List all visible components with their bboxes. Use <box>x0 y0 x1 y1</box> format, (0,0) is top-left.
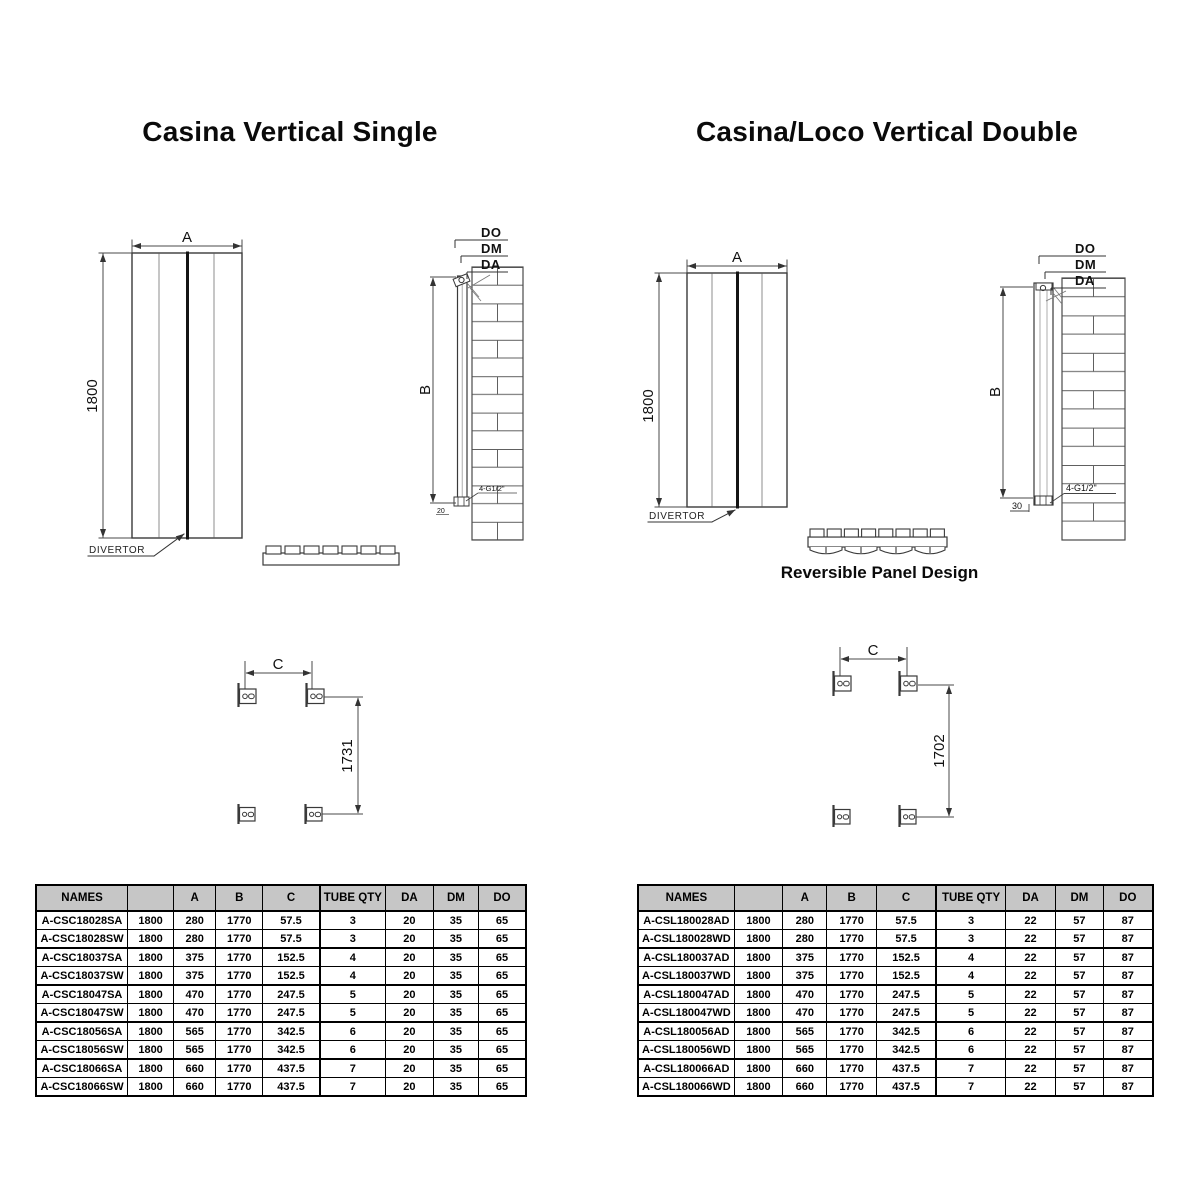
value-cell: 342.5 <box>876 1022 936 1041</box>
column-header: DO <box>1103 885 1153 911</box>
value-cell: 1800 <box>128 985 174 1004</box>
table-row <box>638 948 1153 967</box>
value-cell: 470 <box>174 985 216 1004</box>
depth-dim-label: B <box>417 384 434 396</box>
model-name-cell: A-CSC18028SW <box>36 930 128 949</box>
value-cell: 565 <box>783 1022 827 1041</box>
column-header <box>734 885 782 911</box>
value-cell: 375 <box>174 948 216 967</box>
model-name-cell: A-CSC18047SA <box>36 985 128 1004</box>
value-cell: 437.5 <box>876 1059 936 1078</box>
column-header: A <box>174 885 216 911</box>
value-cell: 57 <box>1056 1078 1103 1097</box>
value-cell: 247.5 <box>263 1004 320 1023</box>
model-name-cell: A-CSC18037SA <box>36 948 128 967</box>
model-name-cell: A-CSC18037SW <box>36 967 128 986</box>
model-name-cell: A-CSC18066SW <box>36 1078 128 1097</box>
value-cell: 35 <box>433 1041 478 1060</box>
value-cell: 1770 <box>827 967 876 986</box>
value-cell: 65 <box>478 1041 526 1060</box>
value-cell: 1800 <box>734 948 782 967</box>
column-header: B <box>216 885 263 911</box>
value-cell: 1800 <box>128 911 174 930</box>
value-cell: 57 <box>1056 985 1103 1004</box>
valve-thread-label: 4-G1/2" <box>479 484 505 493</box>
value-cell: 6 <box>936 1022 1005 1041</box>
da-dim-label: DA <box>481 257 501 272</box>
value-cell: 65 <box>478 1078 526 1097</box>
value-cell: 6 <box>320 1022 386 1041</box>
value-cell: 65 <box>478 911 526 930</box>
value-cell: 152.5 <box>876 948 936 967</box>
value-cell: 470 <box>783 1004 827 1023</box>
table-row <box>638 930 1153 949</box>
column-header: B <box>827 885 876 911</box>
value-cell: 87 <box>1103 930 1153 949</box>
value-cell: 1800 <box>128 1059 174 1078</box>
value-cell: 1800 <box>734 1059 782 1078</box>
column-header: DA <box>385 885 433 911</box>
model-name-cell: A-CSL180066WD <box>638 1078 734 1097</box>
value-cell: 57.5 <box>263 911 320 930</box>
value-cell: 7 <box>936 1078 1005 1097</box>
valve-thread-label: 4-G1/2" <box>1066 483 1097 493</box>
value-cell: 87 <box>1103 1004 1153 1023</box>
value-cell: 437.5 <box>876 1078 936 1097</box>
value-cell: 3 <box>936 911 1005 930</box>
table-row <box>36 930 526 949</box>
value-cell: 1800 <box>734 930 782 949</box>
value-cell: 470 <box>174 1004 216 1023</box>
table-row <box>638 985 1153 1004</box>
value-cell: 22 <box>1005 1022 1055 1041</box>
value-cell: 1800 <box>734 967 782 986</box>
value-cell: 1800 <box>128 967 174 986</box>
table-row <box>638 1041 1153 1060</box>
single-panel-cross-section <box>263 546 399 565</box>
value-cell: 3 <box>320 911 386 930</box>
value-cell: 1770 <box>216 1078 263 1097</box>
table-row <box>36 967 526 986</box>
bracket-height-value: 1702 <box>931 734 948 768</box>
table-row <box>36 1004 526 1023</box>
value-cell: 5 <box>320 1004 386 1023</box>
do-dim-label: DO <box>481 225 502 240</box>
table-row <box>36 985 526 1004</box>
value-cell: 22 <box>1005 985 1055 1004</box>
value-cell: 22 <box>1005 911 1055 930</box>
value-cell: 660 <box>174 1059 216 1078</box>
column-header: NAMES <box>36 885 128 911</box>
da-dim-label: DA <box>1075 273 1095 288</box>
value-cell: 5 <box>936 1004 1005 1023</box>
value-cell: 65 <box>478 1022 526 1041</box>
value-cell: 35 <box>433 911 478 930</box>
value-cell: 3 <box>936 930 1005 949</box>
column-header: C <box>876 885 936 911</box>
divertor-label: DIVERTOR <box>649 511 706 522</box>
value-cell: 57 <box>1056 948 1103 967</box>
value-cell: 7 <box>320 1078 386 1097</box>
value-cell: 22 <box>1005 1078 1055 1097</box>
table-row <box>36 911 526 930</box>
model-name-cell: A-CSL180028WD <box>638 930 734 949</box>
bracket-spacing-label: C <box>272 656 284 673</box>
value-cell: 35 <box>433 948 478 967</box>
table-row <box>36 1041 526 1060</box>
value-cell: 1770 <box>827 911 876 930</box>
value-cell: 20 <box>385 930 433 949</box>
reversible-panel-note: Reversible Panel Design <box>780 563 979 582</box>
value-cell: 22 <box>1005 1041 1055 1060</box>
width-dim-label: A <box>731 249 743 266</box>
table-header-row <box>36 885 526 911</box>
model-name-cell: A-CSC18056SW <box>36 1041 128 1060</box>
value-cell: 20 <box>385 948 433 967</box>
value-cell: 65 <box>478 948 526 967</box>
divertor-label: DIVERTOR <box>89 545 146 556</box>
table-row <box>638 1022 1153 1041</box>
value-cell: 5 <box>936 985 1005 1004</box>
value-cell: 57 <box>1056 1004 1103 1023</box>
table-row <box>638 1078 1153 1097</box>
wall-gap-value: 20 <box>437 508 445 515</box>
column-header: DM <box>433 885 478 911</box>
height-dim-value: 1800 <box>640 389 657 423</box>
value-cell: 22 <box>1005 948 1055 967</box>
bracket-spacing-label: C <box>867 642 879 659</box>
value-cell: 87 <box>1103 1078 1153 1097</box>
value-cell: 65 <box>478 985 526 1004</box>
value-cell: 1770 <box>216 1041 263 1060</box>
column-header: TUBE QTY <box>936 885 1005 911</box>
model-name-cell: A-CSL180047WD <box>638 1004 734 1023</box>
value-cell: 35 <box>433 967 478 986</box>
value-cell: 1770 <box>827 1059 876 1078</box>
table-row <box>36 948 526 967</box>
value-cell: 20 <box>385 1078 433 1097</box>
table-row <box>36 1078 526 1097</box>
value-cell: 22 <box>1005 967 1055 986</box>
value-cell: 87 <box>1103 985 1153 1004</box>
value-cell: 20 <box>385 911 433 930</box>
value-cell: 1770 <box>827 1078 876 1097</box>
value-cell: 5 <box>320 985 386 1004</box>
value-cell: 437.5 <box>263 1059 320 1078</box>
value-cell: 1770 <box>216 967 263 986</box>
value-cell: 4 <box>320 967 386 986</box>
column-header: A <box>783 885 827 911</box>
table-header-row <box>638 885 1153 911</box>
value-cell: 57 <box>1056 1059 1103 1078</box>
model-name-cell: A-CSL180056AD <box>638 1022 734 1041</box>
depth-dim-label: B <box>987 386 1004 398</box>
value-cell: 6 <box>936 1041 1005 1060</box>
value-cell: 57 <box>1056 1041 1103 1060</box>
single-side-view <box>417 225 523 540</box>
column-header: TUBE QTY <box>320 885 386 911</box>
dm-dim-label: DM <box>1075 257 1097 272</box>
wall-gap-value: 30 <box>1012 501 1023 511</box>
model-name-cell: A-CSL180047AD <box>638 985 734 1004</box>
value-cell: 1770 <box>216 985 263 1004</box>
value-cell: 4 <box>936 948 1005 967</box>
model-name-cell: A-CSC18028SA <box>36 911 128 930</box>
double-side-view <box>987 241 1125 540</box>
dm-dim-label: DM <box>481 241 503 256</box>
value-cell: 1800 <box>734 1078 782 1097</box>
column-header: DO <box>478 885 526 911</box>
page-title-single: Casina Vertical Single <box>142 116 438 147</box>
value-cell: 4 <box>936 967 1005 986</box>
value-cell: 1770 <box>216 1059 263 1078</box>
value-cell: 1800 <box>734 1022 782 1041</box>
model-name-cell: A-CSC18066SA <box>36 1059 128 1078</box>
value-cell: 7 <box>936 1059 1005 1078</box>
value-cell: 20 <box>385 1041 433 1060</box>
value-cell: 87 <box>1103 911 1153 930</box>
value-cell: 22 <box>1005 1059 1055 1078</box>
value-cell: 1770 <box>216 911 263 930</box>
value-cell: 35 <box>433 1078 478 1097</box>
value-cell: 1800 <box>128 948 174 967</box>
value-cell: 1770 <box>216 1022 263 1041</box>
value-cell: 437.5 <box>263 1078 320 1097</box>
table-row <box>36 1022 526 1041</box>
single-spec-table <box>35 884 527 1097</box>
value-cell: 87 <box>1103 948 1153 967</box>
model-name-cell: A-CSL180056WD <box>638 1041 734 1060</box>
column-header: DM <box>1056 885 1103 911</box>
value-cell: 57 <box>1056 967 1103 986</box>
value-cell: 1800 <box>128 1041 174 1060</box>
value-cell: 1800 <box>128 1004 174 1023</box>
column-header: C <box>263 885 320 911</box>
value-cell: 152.5 <box>263 967 320 986</box>
value-cell: 65 <box>478 1004 526 1023</box>
value-cell: 1770 <box>827 1041 876 1060</box>
model-name-cell: A-CSL180037WD <box>638 967 734 986</box>
value-cell: 565 <box>174 1041 216 1060</box>
value-cell: 65 <box>478 930 526 949</box>
table-row <box>638 1004 1153 1023</box>
value-cell: 65 <box>478 967 526 986</box>
value-cell: 57 <box>1056 930 1103 949</box>
value-cell: 280 <box>174 930 216 949</box>
page-title-double: Casina/Loco Vertical Double <box>696 116 1078 147</box>
value-cell: 1800 <box>734 1041 782 1060</box>
value-cell: 35 <box>433 985 478 1004</box>
value-cell: 20 <box>385 1022 433 1041</box>
value-cell: 87 <box>1103 1022 1153 1041</box>
value-cell: 57.5 <box>876 930 936 949</box>
value-cell: 35 <box>433 1059 478 1078</box>
value-cell: 660 <box>174 1078 216 1097</box>
value-cell: 375 <box>174 967 216 986</box>
table-row <box>36 1059 526 1078</box>
model-name-cell: A-CSL180066AD <box>638 1059 734 1078</box>
value-cell: 280 <box>783 930 827 949</box>
value-cell: 20 <box>385 1004 433 1023</box>
bracket-height-value: 1731 <box>339 739 356 773</box>
double-panel-cross-section <box>808 529 947 554</box>
value-cell: 1770 <box>827 948 876 967</box>
value-cell: 35 <box>433 1022 478 1041</box>
value-cell: 87 <box>1103 1059 1153 1078</box>
value-cell: 87 <box>1103 1041 1153 1060</box>
value-cell: 1800 <box>128 1022 174 1041</box>
value-cell: 7 <box>320 1059 386 1078</box>
width-dim-label: A <box>181 229 193 246</box>
value-cell: 660 <box>783 1059 827 1078</box>
value-cell: 22 <box>1005 1004 1055 1023</box>
height-dim-value: 1800 <box>84 379 101 413</box>
value-cell: 660 <box>783 1078 827 1097</box>
value-cell: 280 <box>174 911 216 930</box>
column-header: NAMES <box>638 885 734 911</box>
table-row <box>638 1059 1153 1078</box>
table-row <box>638 967 1153 986</box>
value-cell: 470 <box>783 985 827 1004</box>
value-cell: 1800 <box>734 985 782 1004</box>
value-cell: 1770 <box>827 1004 876 1023</box>
value-cell: 247.5 <box>876 1004 936 1023</box>
value-cell: 57.5 <box>876 911 936 930</box>
value-cell: 87 <box>1103 967 1153 986</box>
value-cell: 6 <box>320 1041 386 1060</box>
value-cell: 1800 <box>128 1078 174 1097</box>
value-cell: 247.5 <box>876 985 936 1004</box>
value-cell: 57 <box>1056 1022 1103 1041</box>
value-cell: 1770 <box>827 1022 876 1041</box>
value-cell: 375 <box>783 948 827 967</box>
column-header: DA <box>1005 885 1055 911</box>
model-name-cell: A-CSL180037AD <box>638 948 734 967</box>
value-cell: 280 <box>783 911 827 930</box>
model-name-cell: A-CSC18047SW <box>36 1004 128 1023</box>
model-name-cell: A-CSC18056SA <box>36 1022 128 1041</box>
value-cell: 4 <box>320 948 386 967</box>
value-cell: 375 <box>783 967 827 986</box>
value-cell: 152.5 <box>263 948 320 967</box>
value-cell: 565 <box>783 1041 827 1060</box>
single-bracket-view <box>239 656 364 824</box>
value-cell: 342.5 <box>876 1041 936 1060</box>
value-cell: 57 <box>1056 911 1103 930</box>
model-name-cell: A-CSL180028AD <box>638 911 734 930</box>
value-cell: 20 <box>385 1059 433 1078</box>
value-cell: 1800 <box>734 911 782 930</box>
value-cell: 35 <box>433 930 478 949</box>
value-cell: 1770 <box>216 948 263 967</box>
single-front-view <box>84 229 242 556</box>
value-cell: 1800 <box>734 1004 782 1023</box>
value-cell: 1770 <box>216 1004 263 1023</box>
value-cell: 20 <box>385 967 433 986</box>
value-cell: 1770 <box>216 930 263 949</box>
value-cell: 342.5 <box>263 1041 320 1060</box>
table-row <box>638 911 1153 930</box>
double-spec-table <box>637 884 1154 1097</box>
value-cell: 57.5 <box>263 930 320 949</box>
value-cell: 247.5 <box>263 985 320 1004</box>
value-cell: 1770 <box>827 985 876 1004</box>
value-cell: 342.5 <box>263 1022 320 1041</box>
value-cell: 3 <box>320 930 386 949</box>
value-cell: 1770 <box>827 930 876 949</box>
value-cell: 20 <box>385 985 433 1004</box>
do-dim-label: DO <box>1075 241 1096 256</box>
value-cell: 565 <box>174 1022 216 1041</box>
value-cell: 35 <box>433 1004 478 1023</box>
value-cell: 152.5 <box>876 967 936 986</box>
value-cell: 22 <box>1005 930 1055 949</box>
double-bracket-view <box>834 642 955 827</box>
column-header <box>128 885 174 911</box>
value-cell: 65 <box>478 1059 526 1078</box>
value-cell: 1800 <box>128 930 174 949</box>
double-front-view <box>640 249 787 522</box>
